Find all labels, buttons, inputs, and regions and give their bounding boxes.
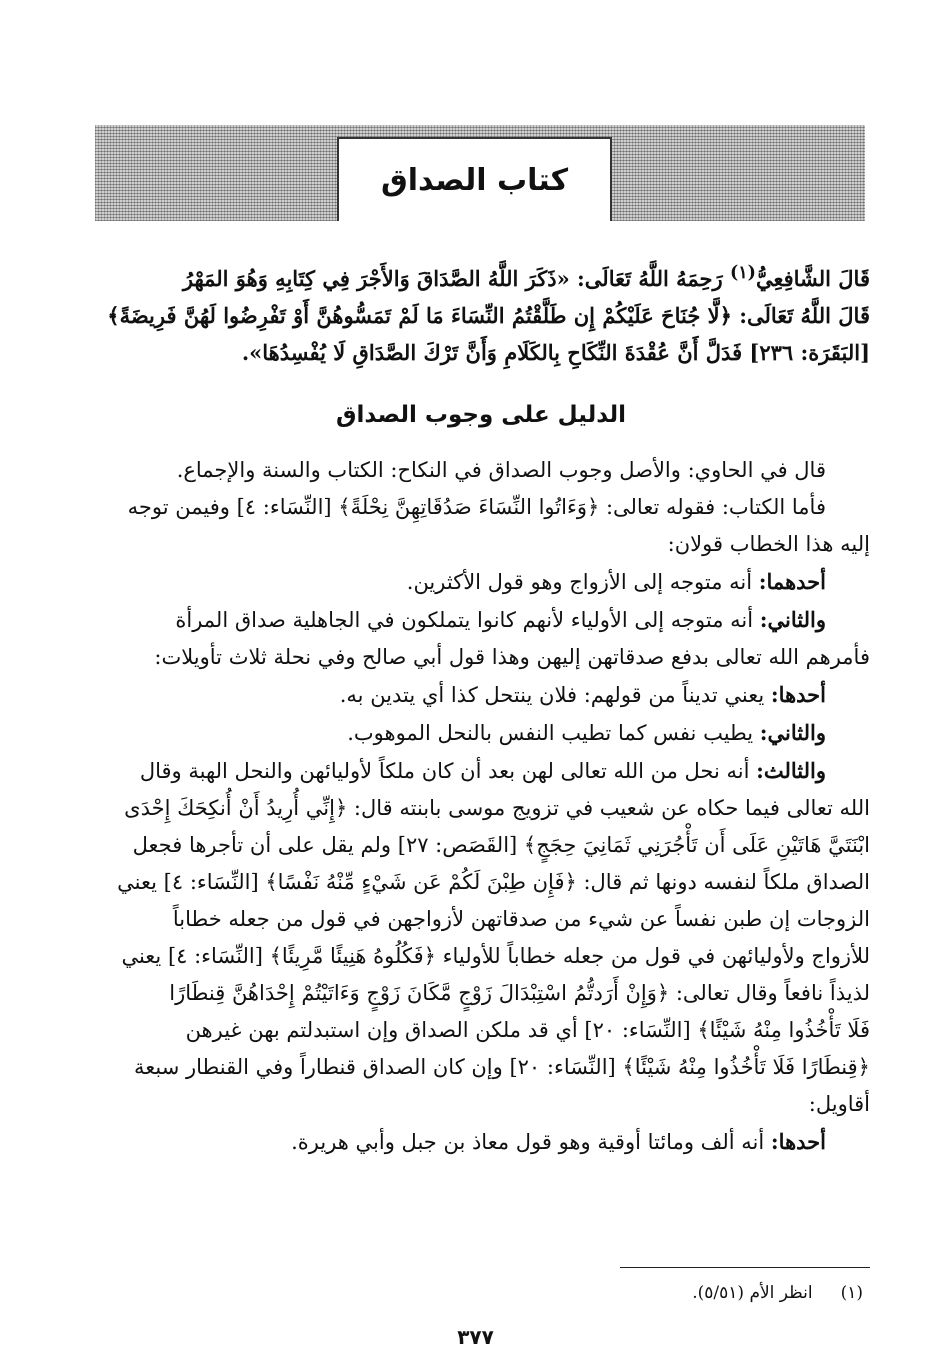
footnote-separator (620, 1267, 870, 1268)
body-line: أقاويل: (808, 1092, 870, 1116)
item-label: والثالث: (756, 758, 826, 783)
footnote-number: (١) (840, 1283, 863, 1303)
body-line: فأمرهم الله تعالى بدفع صدقاتهن إليهن وهذا قول أبي صالح وفي نحلة ثلاث تأويلات: (154, 645, 870, 669)
body-line (92, 1123, 870, 1161)
intro-text: رَحِمَهُ اللَّهُ تَعَالَى: «ذَكَرَ اللَّهُ الصَّدَاقَ وَالأَجْرَ فِي كِتَابِهِ وَهُوَ المَهْرُ (182, 266, 730, 291)
body-line: الصداق ملكاً لنفسه دونها ثم قال: ﴿فَإِن طِبْنَ لَكُمْ عَن شَيْءٍ مِّنْهُ نَفْسًا﴾ [النِّسَاء: ٤] يعني (117, 870, 870, 894)
item-text: يعني تديناً من قولهم: فلان ينتحل كذا أي يتدين به. (339, 683, 771, 707)
body-line: قال في الحاوي: والأصل وجوب الصداق في النكاح: الكتاب والسنة والإجماع. (176, 458, 826, 482)
intro-line (92, 255, 870, 297)
body-line: الله تعالى فيما حكاه عن شعيب في تزويج موسى بابنته قال: ﴿إِنِّي أُرِيدُ أَنْ أُنكِحَكَ إِحْدَى (124, 796, 870, 820)
body-line: الزوجات إن طبن نفساً عن شيء من صدقاتهن لأزواجهن في قول من جعله خطاباً (172, 907, 870, 931)
body-line: فأما الكتاب: فقوله تعالى: ﴿وَءَاتُوا النِّسَاءَ صَدُقَاتِهِنَّ نِحْلَةً﴾ [النِّسَاء: ٤] وفيمن توجه (127, 495, 826, 519)
item-text: أنه نحل من الله تعالى لهن بعد أن كان ملكاً لأوليائهن والنحل الهبة وقال (139, 759, 757, 783)
chapter-title: كتاب الصداق (380, 162, 569, 198)
page-number: ٣٧٧ (457, 1325, 494, 1349)
item-text: أنه متوجه إلى الأزواج وهو قول الأكثرين. (406, 570, 759, 594)
item-label: أحدها: (770, 1129, 826, 1154)
body-line: لذيذاً نافعاً وقال تعالى: ﴿وَإِنْ أَرَدتُّمُ اسْتِبْدَالَ زَوْجٍ مَّكَانَ زَوْجٍ وَءَاتَيْتُمْ إِحْدَاهُنَّ قِنطَارًا (169, 981, 870, 1005)
intro-line: [البَقَرَة: ٢٣٦] فَدَلَّ أَنَّ عُقْدَةَ النِّكَاحِ بِالكَلَامِ وَأَنَّ تَرْكَ الصَّدَاقِ لَا يُفْسِدُهَا». (241, 340, 870, 365)
item-text: أنه ألف ومائتا أوقية وهو قول معاذ بن جبل وأبي هريرة. (291, 1130, 771, 1154)
intro-paragraph (92, 255, 870, 371)
body-line (92, 752, 870, 790)
body-line (92, 714, 870, 752)
item-label: والثاني: (759, 607, 826, 632)
body-line (92, 676, 870, 714)
item-label: أحدهما: (758, 569, 826, 594)
item-text: يطيب نفس كما تطيب النفس بالنحل الموهوب. (347, 721, 760, 745)
body-line (92, 563, 870, 601)
section-heading: الدليل على وجوب الصداق (335, 402, 627, 428)
body-line: فَلَا تَأْخُذُوا مِنْهُ شَيْئًا﴾ [النِّسَاء: ٢٠] أي قد ملكن الصداق وإن استبدلتم بهن غيرهن (185, 1018, 870, 1042)
body-line: إليه هذا الخطاب قولان: (667, 532, 870, 556)
item-label: والثاني: (759, 720, 826, 745)
footnote (692, 1283, 863, 1303)
footnote-ref: (١) (729, 263, 756, 283)
footnote-text: انظر الأم (٥/٥١). (692, 1283, 813, 1303)
speaker: قَالَ الشَّافِعِيُّ (755, 266, 870, 291)
intro-line: قَالَ اللَّهُ تَعَالَى: ﴿لَّا جُنَاحَ عَلَيْكُمْ إِن طَلَّقْتُمُ النِّسَاءَ مَا لَمْ تَمَسُّوهُنَّ أَوْ تَفْرِضُوا لَهُنَّ فَرِيضَةً﴾ (107, 303, 870, 328)
chapter-title-box (337, 137, 612, 221)
body-text (92, 452, 870, 1161)
body-line: ﴿قِنطَارًا فَلَا تَأْخُذُوا مِنْهُ شَيْئًا﴾ [النِّسَاء: ٢٠] وإن كان الصداق قنطاراً وفي القنطار سبعة (133, 1055, 870, 1079)
body-line: ابْنَتَيَّ هَاتَيْنِ عَلَى أَن تَأْجُرَنِي ثَمَانِيَ حِجَجٍ﴾ [القَصَص: ٢٧] ولم يقل على أن تأجرها فجعل (132, 833, 870, 857)
body-line: للأزواج ولأوليائهن في قول من جعله خطاباً للأولياء ﴿فَكُلُوهُ هَنِيئًا مَّرِيئًا﴾ [النِّسَاء: ٤] يعني (121, 944, 870, 968)
item-label: أحدها: (770, 682, 826, 707)
body-line (92, 601, 870, 639)
item-text: أنه متوجه إلى الأولياء لأنهم كانوا يتملكون في الجاهلية صداق المرأة (175, 608, 760, 632)
